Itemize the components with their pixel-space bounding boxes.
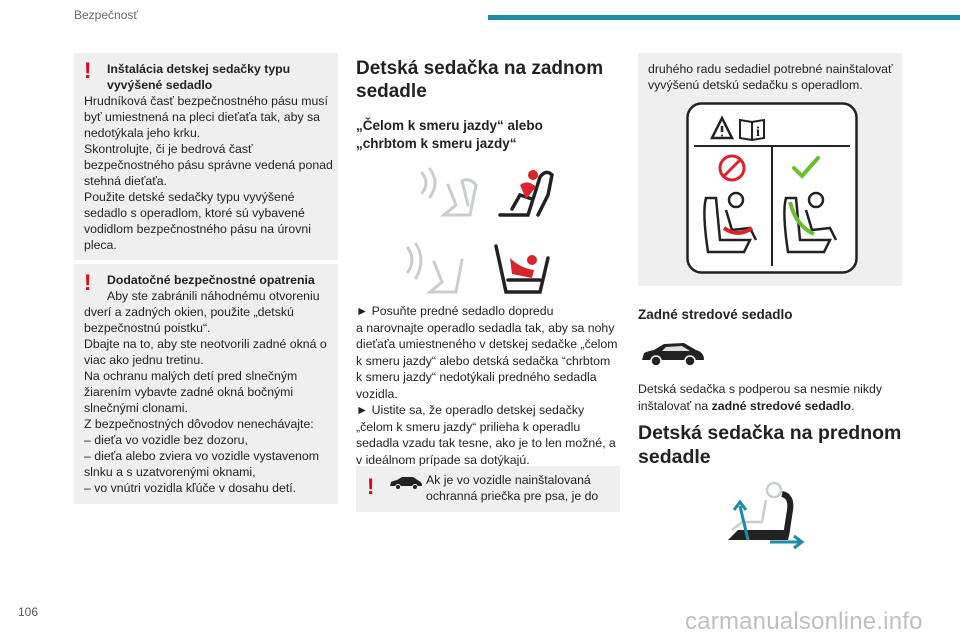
paragraph-line: ► Posuňte predné sedadlo dopredu [356, 304, 554, 318]
paragraph-line: sedadla vzadu tak tesne, ako je to len možné, a [356, 436, 616, 450]
note-title-line: vyvýšené sedadlo [107, 78, 213, 92]
paragraph-bold-text: zadné stredové sedadlo [711, 398, 852, 413]
paragraph-text: inštalovať na [638, 398, 712, 413]
note-line: Z bezpečnostných dôvodov nenechávajte: [84, 417, 314, 431]
paragraph-line: v ideálnom prípade sa dotýkajú. [356, 452, 530, 467]
section-heading-front-seat [638, 421, 901, 469]
watermark: carmanualsonline.info [685, 608, 923, 635]
paragraph-line: ► Uistite sa, že operadlo detskej sedačky [356, 403, 585, 417]
car-silhouette-icon [640, 341, 706, 367]
note-line: vodidlom bezpečnostného pásu na úrovni [84, 222, 311, 236]
paragraph-line: k smeru jazdy“ alebo detská sedačka “chrbtom [356, 353, 611, 368]
section-header: Bezpečnosť [74, 8, 138, 22]
note-line: Ak je vo vozidle nainštalovaná [426, 473, 591, 487]
note-line: slnku a s uzatvorenými oknami, [84, 465, 256, 479]
heading-line: sedadle [356, 81, 427, 102]
note-dog-guard-text [426, 472, 616, 504]
note-line: Dbajte na to, aby ste neotvorili zadné okná o [84, 337, 327, 351]
paragraph-line: k smeru jazdy“ nedotýkali predného sedadla [356, 370, 597, 384]
note-line: – dieťa alebo zviera vo vozidle vystavenom [84, 449, 319, 463]
paragraph-rear-seat-instructions [356, 303, 624, 468]
rear-facing-seat-illustration [400, 238, 555, 300]
forward-facing-seat-illustration [408, 165, 558, 225]
note-line: druhého radu sedadiel potrebné nainštalovať [648, 62, 893, 76]
note-line: – vo vnútri vozidla kľúče v dosahu detí. [84, 481, 297, 495]
note-line: nedotýkala jeho krku. [84, 126, 201, 140]
note-continued-text [648, 61, 898, 93]
note-line: dverí a zadných okien, použite „detskú [84, 305, 294, 319]
note-line: stehná dieťaťa. [84, 174, 168, 188]
note-line: Skontrolujte, či je bedrová časť [84, 142, 253, 156]
note-line: viac ako jednu tretinu. [84, 353, 204, 367]
paragraph-line: dieťaťa umiestneného v detskej sedačke „čelom [356, 337, 618, 351]
note-line: sedadlo s operadlom, ktoré sú vybavené [84, 206, 305, 220]
note-line: bezpečnostného pásu správne vedená ponad [84, 158, 333, 172]
note-title-line: Dodatočné bezpečnostné opatrenia [107, 273, 315, 287]
paragraph-text: . [851, 398, 855, 413]
heading-line: sedadle [638, 446, 711, 468]
heading-line: Detská sedačka na zadnom [356, 58, 604, 79]
subheading-forward-rear-facing [356, 117, 543, 153]
warning-icon: ! [84, 270, 92, 295]
paragraph-line [638, 398, 906, 415]
subheading-line: „chrbtom k smeru jazdy“ [356, 136, 517, 151]
car-silhouette-icon [389, 476, 423, 490]
booster-seat-label-illustration [686, 102, 858, 274]
note-line: – dieťa vo vozidle bez dozoru, [84, 433, 248, 447]
note-line: vyvýšenú detskú sedačku s operadlom. [648, 78, 863, 92]
note-title-line: Inštalácia detskej sedačky typu [107, 62, 291, 76]
header-accent-bar [488, 15, 960, 20]
subheading-rear-center-seat: Zadné stredové sedadlo [638, 307, 793, 322]
note-line: ochranná priečka pre psa, je do [426, 489, 599, 503]
paragraph-line: a narovnajte operadlo sedadla tak, aby sa nohy [356, 320, 615, 335]
note-line: pleca. [84, 238, 117, 252]
warning-icon: ! [367, 474, 375, 499]
note-additional-text [84, 272, 334, 496]
paragraph-line: vozidla. [356, 386, 398, 401]
note-line: bezpečnostnú poistku“. [84, 321, 211, 335]
front-seat-adjustment-illustration [708, 478, 808, 550]
note-line: Aby ste zabránili náhodnému otvoreniu [107, 289, 320, 303]
note-line: Použite detské sedačky typu vyvýšené [84, 190, 295, 204]
note-line: slnečnými clonami. [84, 401, 188, 415]
heading-line: Detská sedačka na prednom [638, 422, 902, 444]
paragraph-rear-center-seat [638, 381, 906, 414]
svg-text:i: i [756, 125, 760, 140]
paragraph-line: Detská sedačka s podperou sa nesmie nikdy [638, 382, 883, 396]
subheading-line: „Čelom k smeru jazdy“ alebo [356, 118, 543, 133]
page-number: 106 [18, 605, 39, 619]
note-line: žiarením vybavte zadné okná bočnými [84, 385, 294, 399]
note-booster-text [84, 58, 334, 253]
note-line: byť umiestnená na pleci dieťaťa tak, aby sa [84, 110, 321, 124]
note-line: Na ochranu malých detí pred slnečným [84, 369, 298, 383]
paragraph-line: „čelom k smeru jazdy“ prilieha k operadlu [356, 419, 581, 434]
note-line: Hrudníková časť bezpečnostného pásu musí [84, 94, 328, 108]
section-heading-rear-seat [356, 57, 603, 103]
warning-icon: ! [84, 58, 92, 83]
